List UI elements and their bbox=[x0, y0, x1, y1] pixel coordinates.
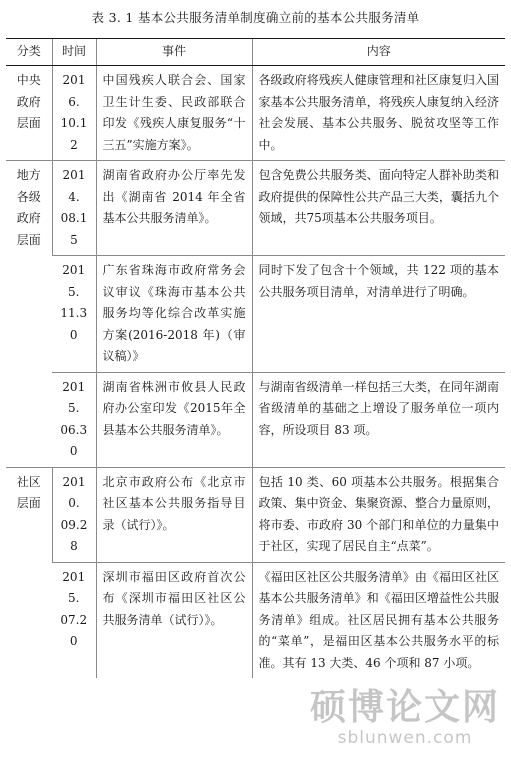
time-cell bbox=[52, 161, 96, 256]
time-line: 2010. bbox=[62, 474, 86, 510]
category-line: 社区 bbox=[16, 474, 41, 489]
content-cell: 《福田区社区公共服务清单》由《福田区社区基本公共服务清单》和《福田区增益性公共服务清单》组成。社区居民拥有基本公共服务的“菜单”，是福田区基本公共服务水平的标准。其有 13 大类、46 个项和 87 小项。 bbox=[252, 562, 505, 678]
table-row bbox=[6, 467, 505, 562]
header-category: 分类 bbox=[6, 39, 52, 66]
category-line: 地方 bbox=[16, 168, 41, 182]
category-line: 层面 bbox=[16, 232, 41, 247]
header-row bbox=[6, 39, 505, 66]
event-cell: 湖南省株洲市攸县人民政府办公室印发《2015年全县基本公共服务清单》。 bbox=[96, 372, 252, 467]
time-line: 10.12 bbox=[60, 116, 88, 152]
site-watermark bbox=[300, 688, 510, 748]
time-line: 11.30 bbox=[60, 306, 88, 342]
time-line: 07.20 bbox=[60, 612, 88, 648]
time-line: 08.15 bbox=[60, 211, 88, 247]
content-cell: 与湖南省级清单一样包括三大类，在同年湖南省级清单的基础之上增设了服务单位一项内容，所设项目 83 项。 bbox=[252, 372, 505, 467]
category-line: 中央 bbox=[16, 73, 41, 87]
table-row bbox=[6, 66, 505, 161]
content-cell: 各级政府将残疾人健康管理和社区康复归入国家基本公共服务清单，将残疾人康复纳入经济社会发展、基本公共服务、脱贫攻坚等工作中。 bbox=[252, 66, 505, 161]
table-row bbox=[6, 372, 505, 467]
content-cell: 同时下发了包含十个领域，共 122 项的基本公共服务项目清单，对清单进行了明确。 bbox=[252, 256, 505, 373]
time-line: 2014. bbox=[62, 168, 86, 204]
table-row bbox=[6, 161, 505, 256]
watermark-url: sblunwen.com bbox=[337, 728, 473, 748]
time-cell bbox=[52, 66, 96, 161]
event-cell: 深圳市福田区政府首次公布《深圳市福田区社区公共服务清单（试行）》。 bbox=[96, 562, 252, 678]
category-cell-central bbox=[6, 66, 52, 161]
event-cell: 广东省珠海市政府常务会议审议《珠海市基本公共服务均等化综合改革实施方案(2016-2018 年)（审议稿）》 bbox=[96, 256, 252, 373]
category-line: 政府 bbox=[16, 94, 41, 109]
time-line: 2015. bbox=[62, 379, 86, 415]
time-line: 2015. bbox=[62, 263, 86, 299]
public-service-list-table bbox=[6, 38, 505, 678]
time-cell bbox=[52, 372, 96, 467]
time-line: 2015. bbox=[62, 569, 86, 605]
time-cell bbox=[52, 562, 96, 678]
time-cell bbox=[52, 256, 96, 373]
event-cell: 北京市政府公布《北京市社区基本公共服务指导目录（试行）》。 bbox=[96, 467, 252, 562]
table-row bbox=[6, 562, 505, 678]
category-cell-local bbox=[6, 161, 52, 468]
header-time: 时间 bbox=[52, 39, 96, 66]
table-caption: 表 3. 1 基本公共服务清单制度确立前的基本公共服务清单 bbox=[91, 10, 420, 25]
category-cell-community bbox=[6, 467, 52, 678]
time-cell bbox=[52, 467, 96, 562]
category-line: 各级 bbox=[16, 189, 41, 204]
category-line: 政府 bbox=[16, 211, 41, 225]
category-line: 层面 bbox=[16, 496, 41, 510]
header-content: 内容 bbox=[252, 39, 505, 66]
event-cell: 湖南省政府办公厅率先发出《湖南省 2014 年全省基本公共服务清单》。 bbox=[96, 161, 252, 256]
time-line: 2016. bbox=[62, 73, 86, 109]
category-line: 层面 bbox=[16, 116, 41, 130]
content-cell: 包含免费公共服务类、面向特定人群补助类和政府提供的保障性公共产品三大类，囊括九个领域，共75项基本公共服务项目。 bbox=[252, 161, 505, 256]
watermark-text: 硕博论文网 bbox=[309, 687, 500, 728]
time-line: 09.28 bbox=[60, 517, 88, 553]
event-cell: 中国残疾人联合会、国家卫生计生委、民政部联合印发《残疾人康复服务“十三五”实施方案》。 bbox=[96, 66, 252, 161]
header-event: 事件 bbox=[96, 39, 252, 66]
table-row bbox=[6, 256, 505, 373]
time-line: 06.30 bbox=[60, 422, 88, 458]
content-cell: 包括 10 类、60 项基本公共服务。根据集合政策、集中资金、集聚资源、整合力量原则，将市委、市政府 30 个部门和单位的力量集中于社区，实现了居民自主“点菜”。 bbox=[252, 467, 505, 562]
